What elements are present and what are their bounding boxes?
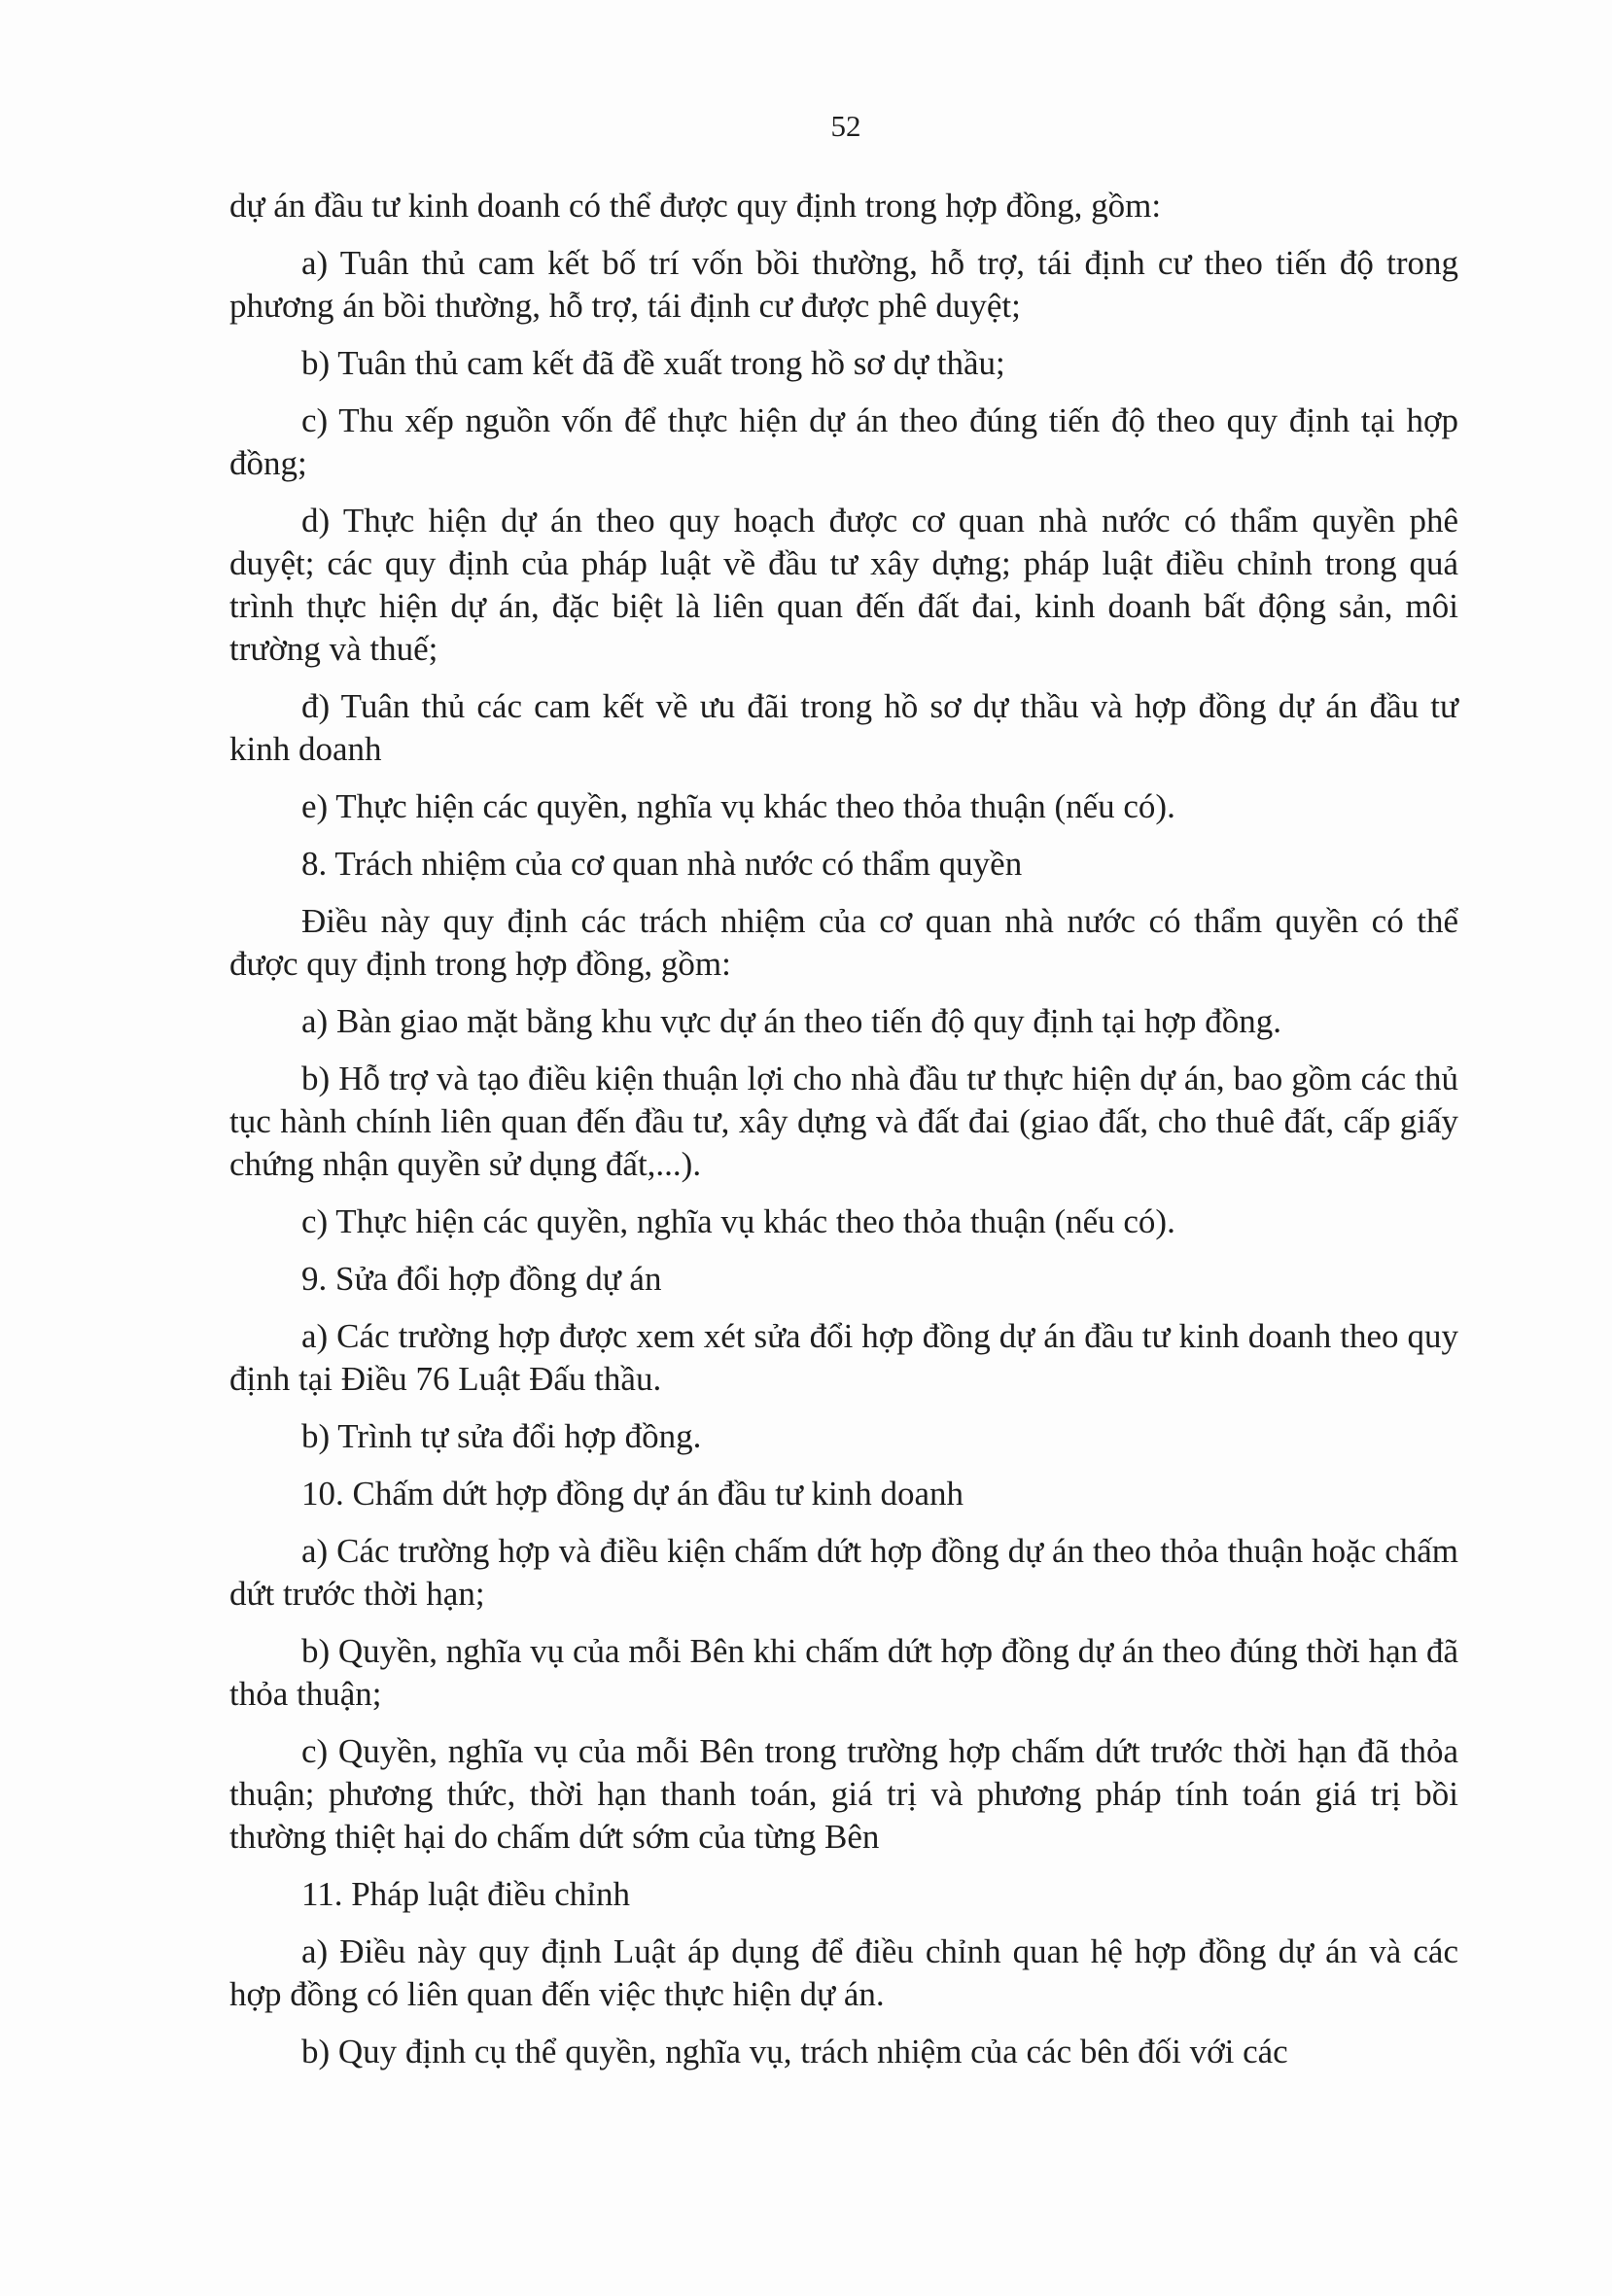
page-number: 52 — [830, 109, 861, 143]
section-heading: 10. Chấm dứt hợp đồng dự án đầu tư kinh doanh — [301, 1475, 964, 1513]
paragraph: b) Quy định cụ thể quyền, nghĩa vụ, trách nhiệm của các bên đối với các — [301, 2033, 1288, 2070]
paragraph: c) Quyền, nghĩa vụ của mỗi Bên trong trường hợp chấm dứt trước thời hạn đã thỏa thuận; phương thức, thời hạn thanh toán, giá trị và phương pháp tính toán giá trị bồi thường thiệt hại do chấm dứt sớm của từng Bên — [229, 1732, 1458, 1856]
section-heading: 8. Trách nhiệm của cơ quan nhà nước có thẩm quyền — [301, 845, 1023, 883]
paragraph: b) Hỗ trợ và tạo điều kiện thuận lợi cho nhà đầu tư thực hiện dự án, bao gồm các thủ tục hành chính liên quan đến đầu tư, xây dựng và đất đai (giao đất, cho thuê đất, cấp giấy chứng nhận quyền sử dụng đất,...). — [229, 1060, 1458, 1183]
paragraph: b) Tuân thủ cam kết đã đề xuất trong hồ sơ dự thầu; — [301, 344, 1005, 382]
paragraph: a) Các trường hợp được xem xét sửa đổi hợp đồng dự án đầu tư kinh doanh theo quy định tại Điều 76 Luật Đấu thầu. — [229, 1317, 1458, 1398]
paragraph: a) Điều này quy định Luật áp dụng để điều chỉnh quan hệ hợp đồng dự án và các hợp đồng có liên quan đến việc thực hiện dự án. — [229, 1932, 1458, 2013]
paragraph: Điều này quy định các trách nhiệm của cơ quan nhà nước có thẩm quyền có thể được quy định trong hợp đồng, gồm: — [229, 902, 1458, 983]
paragraph: e) Thực hiện các quyền, nghĩa vụ khác theo thỏa thuận (nếu có). — [301, 787, 1175, 825]
section-heading: 11. Pháp luật điều chỉnh — [301, 1875, 630, 1913]
section-heading: 9. Sửa đổi hợp đồng dự án — [301, 1260, 662, 1298]
paragraph: a) Bàn giao mặt bằng khu vực dự án theo tiến độ quy định tại hợp đồng. — [301, 1002, 1282, 1040]
paragraph: đ) Tuân thủ các cam kết về ưu đãi trong hồ sơ dự thầu và hợp đồng dự án đầu tư kinh doanh — [229, 687, 1458, 768]
paragraph: dự án đầu tư kinh doanh có thể được quy định trong hợp đồng, gồm: — [229, 187, 1162, 225]
document-body — [229, 185, 1458, 2088]
paragraph: d) Thực hiện dự án theo quy hoạch được cơ quan nhà nước có thẩm quyền phê duyệt; các quy định của pháp luật về đầu tư xây dựng; pháp luật điều chỉnh trong quá trình thực hiện dự án, đặc biệt là liên quan đến đất đai, kinh doanh bất động sản, môi trường và thuế; — [229, 502, 1458, 668]
paragraph: a) Các trường hợp và điều kiện chấm dứt hợp đồng dự án theo thỏa thuận hoặc chấm dứt trước thời hạn; — [229, 1532, 1458, 1613]
paragraph: b) Quyền, nghĩa vụ của mỗi Bên khi chấm dứt hợp đồng dự án theo đúng thời hạn đã thỏa thuận; — [229, 1632, 1458, 1713]
paragraph: a) Tuân thủ cam kết bố trí vốn bồi thường, hỗ trợ, tái định cư theo tiến độ trong phương án bồi thường, hỗ trợ, tái định cư được phê duyệt; — [229, 244, 1458, 325]
paragraph: c) Thu xếp nguồn vốn để thực hiện dự án theo đúng tiến độ theo quy định tại hợp đồng; — [229, 401, 1458, 482]
paragraph: c) Thực hiện các quyền, nghĩa vụ khác theo thỏa thuận (nếu có). — [301, 1202, 1175, 1240]
paragraph: b) Trình tự sửa đổi hợp đồng. — [301, 1417, 702, 1455]
